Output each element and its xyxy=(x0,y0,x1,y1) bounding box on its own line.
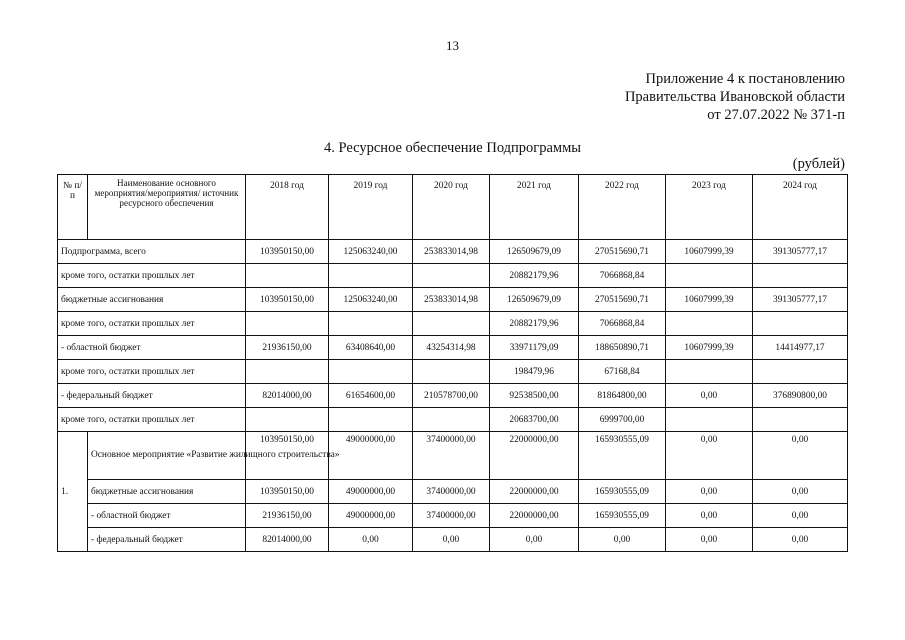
cell-value xyxy=(413,264,490,288)
cell-value: 125063240,00 xyxy=(329,240,413,264)
row-label: кроме того, остатки прошлых лет xyxy=(58,408,246,432)
row-label: кроме того, остатки прошлых лет xyxy=(58,312,246,336)
table-row xyxy=(58,336,848,360)
cell-value: 63408640,00 xyxy=(329,336,413,360)
cell-value: 0,00 xyxy=(666,432,753,480)
event-row xyxy=(58,432,848,480)
event-index: 1. xyxy=(58,432,88,552)
cell-value xyxy=(329,360,413,384)
cell-value xyxy=(666,264,753,288)
appendix-line: от 27.07.2022 № 371-п xyxy=(707,107,845,123)
row-label: бюджетные ассигнования xyxy=(58,288,246,312)
cell-value: 7066868,84 xyxy=(579,312,666,336)
cell-value xyxy=(413,312,490,336)
cell-value: 10607999,39 xyxy=(666,240,753,264)
header-year: 2023 год xyxy=(666,175,753,240)
cell-value: 0,00 xyxy=(666,384,753,408)
header-year: 2019 год xyxy=(329,175,413,240)
cell-value: 253833014,98 xyxy=(413,288,490,312)
cell-value: 188650890,71 xyxy=(579,336,666,360)
row-label: кроме того, остатки прошлых лет xyxy=(58,360,246,384)
header-year: 2024 год xyxy=(753,175,848,240)
table-row xyxy=(58,408,848,432)
cell-value: 125063240,00 xyxy=(329,288,413,312)
appendix-block xyxy=(625,70,845,124)
cell-value xyxy=(329,408,413,432)
cell-value: 67168,84 xyxy=(579,360,666,384)
cell-value: 270515690,71 xyxy=(579,240,666,264)
document-title: 4. Ресурсное обеспечение Подпрограммы xyxy=(323,140,582,156)
header-year: 2022 год xyxy=(579,175,666,240)
cell-value: 198479,96 xyxy=(490,360,579,384)
cell-value: 14414977,17 xyxy=(753,336,848,360)
header-year: 2021 год xyxy=(490,175,579,240)
units-label: (рублей) xyxy=(792,156,845,172)
cell-value xyxy=(246,264,329,288)
cell-value: 33971179,09 xyxy=(490,336,579,360)
cell-value: 126509679,09 xyxy=(490,240,579,264)
cell-value: 10607999,39 xyxy=(666,288,753,312)
table-row xyxy=(58,240,848,264)
table-row xyxy=(58,288,848,312)
table-row xyxy=(58,504,848,528)
cell-value: 103950150,00 xyxy=(246,288,329,312)
cell-value xyxy=(666,312,753,336)
cell-value: 0,00 xyxy=(490,528,579,552)
row-label: - областной бюджет xyxy=(88,504,246,528)
cell-value xyxy=(753,408,848,432)
cell-value: 20882179,96 xyxy=(490,264,579,288)
header-name: Наименование основного мероприятия/мероприятия/ источник ресурсного обеспечения xyxy=(88,175,246,240)
cell-value: 0,00 xyxy=(666,504,753,528)
row-label: - областной бюджет xyxy=(58,336,246,360)
table-row xyxy=(58,312,848,336)
cell-value: 7066868,84 xyxy=(579,264,666,288)
row-label: Подпрограмма, всего xyxy=(58,240,246,264)
cell-value xyxy=(329,264,413,288)
table-row xyxy=(58,528,848,552)
cell-value: 253833014,98 xyxy=(413,240,490,264)
resource-table xyxy=(57,174,848,552)
appendix-line: Приложение 4 к постановлению xyxy=(645,71,845,87)
cell-value: 49000000,00 xyxy=(329,480,413,504)
cell-value: 43254314,98 xyxy=(413,336,490,360)
row-label: - федеральный бюджет xyxy=(58,384,246,408)
cell-value: 37400000,00 xyxy=(413,480,490,504)
row-label: - федеральный бюджет xyxy=(88,528,246,552)
cell-value: 0,00 xyxy=(413,528,490,552)
cell-value: 0,00 xyxy=(666,480,753,504)
table-row xyxy=(58,480,848,504)
cell-value: 21936150,00 xyxy=(246,336,329,360)
cell-value: 49000000,00 xyxy=(329,504,413,528)
appendix-line: Правительства Ивановской области xyxy=(624,89,845,105)
cell-value: 103950150,00 xyxy=(246,480,329,504)
cell-value xyxy=(666,408,753,432)
cell-value xyxy=(246,312,329,336)
cell-value: 22000000,00 xyxy=(490,504,579,528)
cell-value: 165930555,09 xyxy=(579,480,666,504)
cell-value xyxy=(753,264,848,288)
cell-value: 103950150,00 xyxy=(246,240,329,264)
cell-value: 82014000,00 xyxy=(246,384,329,408)
cell-value: 82014000,00 xyxy=(246,528,329,552)
header-num: № п/п xyxy=(58,175,88,240)
cell-value xyxy=(753,312,848,336)
header-row xyxy=(58,175,848,240)
cell-value xyxy=(329,312,413,336)
table-row xyxy=(58,384,848,408)
table-row xyxy=(58,264,848,288)
cell-value xyxy=(753,360,848,384)
cell-value: 0,00 xyxy=(579,528,666,552)
table-row xyxy=(58,360,848,384)
cell-value: 6999700,00 xyxy=(579,408,666,432)
row-label: бюджетные ассигнования xyxy=(88,480,246,504)
cell-value: 61654600,00 xyxy=(329,384,413,408)
cell-value: 0,00 xyxy=(666,528,753,552)
event-name: Основное мероприятие «Развитие жилищного строительства» xyxy=(88,432,246,480)
cell-value: 0,00 xyxy=(329,528,413,552)
cell-value: 81864800,00 xyxy=(579,384,666,408)
cell-value xyxy=(246,360,329,384)
cell-value: 0,00 xyxy=(753,528,848,552)
cell-value: 0,00 xyxy=(753,480,848,504)
row-label: кроме того, остатки прошлых лет xyxy=(58,264,246,288)
cell-value: 126509679,09 xyxy=(490,288,579,312)
cell-value: 165930555,09 xyxy=(579,504,666,528)
cell-value: 92538500,00 xyxy=(490,384,579,408)
header-year: 2020 год xyxy=(413,175,490,240)
cell-value xyxy=(666,360,753,384)
cell-value xyxy=(246,408,329,432)
cell-value: 20683700,00 xyxy=(490,408,579,432)
cell-value: 376890800,00 xyxy=(753,384,848,408)
cell-value: 103950150,00 xyxy=(246,432,329,480)
cell-value: 0,00 xyxy=(753,504,848,528)
cell-value: 210578700,00 xyxy=(413,384,490,408)
cell-value: 10607999,39 xyxy=(666,336,753,360)
cell-value xyxy=(413,408,490,432)
cell-value: 49000000,00 xyxy=(329,432,413,480)
cell-value: 22000000,00 xyxy=(490,432,579,480)
header-year: 2018 год xyxy=(246,175,329,240)
cell-value: 37400000,00 xyxy=(413,504,490,528)
cell-value: 165930555,09 xyxy=(579,432,666,480)
cell-value: 270515690,71 xyxy=(579,288,666,312)
cell-value xyxy=(413,360,490,384)
cell-value: 0,00 xyxy=(753,432,848,480)
cell-value: 20882179,96 xyxy=(490,312,579,336)
cell-value: 22000000,00 xyxy=(490,480,579,504)
cell-value: 391305777,17 xyxy=(753,288,848,312)
page-number: 13 xyxy=(446,38,459,53)
cell-value: 37400000,00 xyxy=(413,432,490,480)
cell-value: 21936150,00 xyxy=(246,504,329,528)
cell-value: 391305777,17 xyxy=(753,240,848,264)
